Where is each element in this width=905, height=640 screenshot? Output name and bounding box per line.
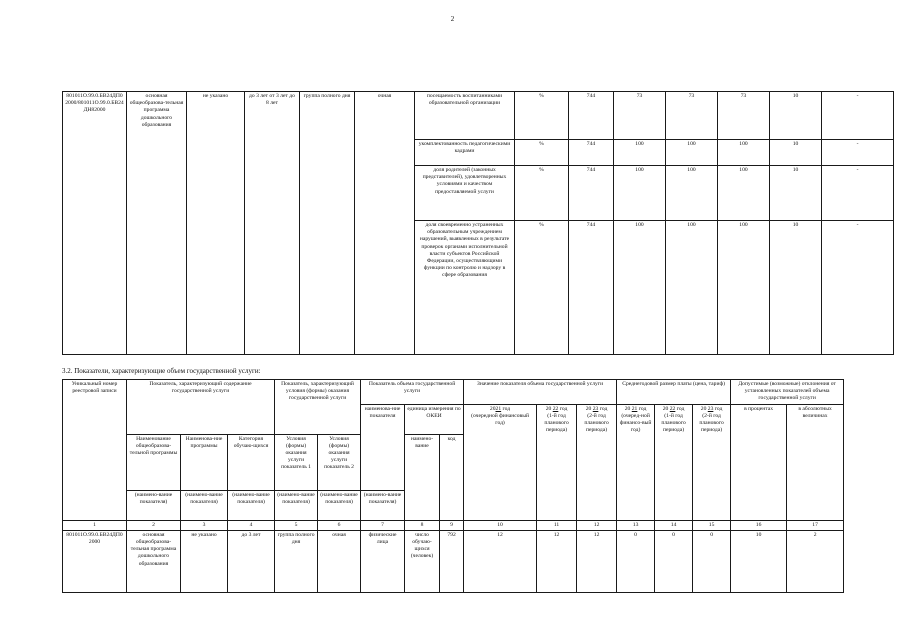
column-number: 8 (405, 520, 440, 530)
quality-indicators-table (62, 91, 894, 355)
unit-name: % (515, 221, 569, 355)
year-2022-header: 20 22 год (1-й год планового периода) (537, 404, 577, 520)
deviation-percent: 10 (770, 92, 822, 140)
subheader-condition-2: Условия (формы) оказания услуги показатель 2 (318, 434, 361, 490)
value-2022: 100 (666, 140, 718, 166)
value-2022: 100 (666, 221, 718, 355)
placeholder-label: (наимено-вание показателя) (275, 490, 318, 520)
deviation-percent: 10 (770, 140, 822, 166)
value-2021: 100 (614, 221, 666, 355)
fee-2023-header: 20 23 год (2-й год планового периода) (693, 404, 731, 520)
deviation-percent: 10 (731, 530, 787, 592)
unit-name: % (515, 92, 569, 140)
column-number: 3 (181, 520, 228, 530)
placeholder-label: (наимено-вание показателя) (127, 490, 181, 520)
quality-indicator-name: посещаемость воспитанниками образовательной организации (415, 92, 515, 140)
registry-header: Уникальный номер реестровой записи (63, 380, 127, 521)
column-number: 9 (440, 520, 464, 530)
program-name: основная общеобразова-тельная программа дошкольного образования (127, 530, 181, 592)
placeholder-label: (наимено-вание показателя) (318, 490, 361, 520)
column-number: 13 (617, 520, 655, 530)
deviation-percent: 10 (770, 221, 822, 355)
fee-2022: 0 (655, 530, 693, 592)
fee-2023: 0 (693, 530, 731, 592)
placeholder-label: (наимено-вание показателя) (228, 490, 275, 520)
column-number: 7 (361, 520, 405, 530)
avg-fee-header: Среднегодовой размер платы (цена, тариф) (617, 380, 731, 405)
subheader-condition-1: Условия (формы) оказания услуги показатель 1 (275, 434, 318, 490)
column-number-row (63, 520, 844, 530)
value-2021: 100 (614, 140, 666, 166)
year-2021-header: 2021 год (очередной финансовый год) (464, 404, 537, 520)
deviation-percent-header: в процентах (731, 404, 787, 520)
quality-indicator-name: доля родителей (законных представителей), удовлетворенных условиями и качеством предоставляемой услуги (415, 166, 515, 221)
okei-code: 744 (569, 140, 614, 166)
unit-code-header: код (440, 434, 464, 520)
indicator-name-header: наименова-ние показателя (361, 404, 405, 490)
deviation-absolute: - (822, 221, 894, 355)
deviation-absolute: - (822, 140, 894, 166)
year-2023-header: 20 23 год (2-й год планового периода) (577, 404, 617, 520)
age-category: до 3 лет (228, 530, 275, 592)
fee-2022-header: 20 22 год (1-й год планового периода) (655, 404, 693, 520)
column-number: 11 (537, 520, 577, 530)
fee-2021: 0 (617, 530, 655, 592)
unit-name: % (515, 166, 569, 221)
okei-code: 744 (569, 221, 614, 355)
conditions-header: Показатель, характеризующий условия (формы) оказания государственной услуги (275, 380, 361, 435)
quality-indicator-name: укомплектованность педагогическими кадрами (415, 140, 515, 166)
unit-name-header: наимено-вание (405, 434, 440, 520)
unit-name: % (515, 140, 569, 166)
fee-2021-header: 20 21 год (очеред-ной финансо-вый год) (617, 404, 655, 520)
value-2022: 73 (666, 92, 718, 140)
registry-code: 801011О.99.0.БВ24ДП02000/801011О.99.0.БВ24ДН82000 (63, 92, 127, 355)
value-2021: 73 (614, 92, 666, 140)
quality-indicator-name: доля своевременно устраненных образовательным учреждением нарушений, выявленных в результате проверок органами исполнительной власти субъектов Российской Федерации, осуществляющими функции по контролю и надзору в сфере образования (415, 221, 515, 355)
column-number: 6 (318, 520, 361, 530)
okei-code: 744 (569, 92, 614, 140)
value-2022: 100 (666, 166, 718, 221)
page-number: 2 (450, 15, 455, 23)
education-form: очная (318, 530, 361, 592)
deviation-percent: 10 (770, 166, 822, 221)
table-header-row (63, 380, 844, 405)
value-2023: 73 (718, 92, 770, 140)
program-type: не указано (181, 530, 228, 592)
placeholder-label: (наимено-вание показателя) (361, 490, 405, 520)
column-number: 12 (577, 520, 617, 530)
placeholder-label: (наимено-вание показателя) (181, 490, 228, 520)
column-number: 4 (228, 520, 275, 530)
column-number: 2 (127, 520, 181, 530)
subheader-category: Категория обучаю-щихся (228, 434, 275, 490)
okei-code: 744 (569, 166, 614, 221)
volume-indicators-table (62, 379, 844, 593)
deviation-header: Допустимые (возможные) отклонения от установленных показателей объема государственной услуги (731, 380, 844, 405)
content-header: Показатель, характеризующий содержание государственной услуги (127, 380, 275, 435)
age-category: до 3 лет от 3 лет до 8 лет (245, 92, 300, 355)
value-2022: 12 (537, 530, 577, 592)
registry-code: 801011О.99.0.БВ24ДП02000 (63, 530, 127, 592)
okei-code: 792 (440, 530, 464, 592)
table-row (63, 530, 844, 592)
value-2023: 100 (718, 140, 770, 166)
education-form: очная (355, 92, 415, 355)
volume-indicator-header: Показатель объема государственной услуги (361, 380, 464, 405)
stay-mode: группа полного дня (300, 92, 355, 355)
column-number: 15 (693, 520, 731, 530)
column-number: 5 (275, 520, 318, 530)
subheader-program-type: Наименова-ние программы (181, 434, 228, 490)
value-2023: 100 (718, 221, 770, 355)
unit-header: единица измерения по ОКЕИ (405, 404, 464, 434)
column-number: 17 (787, 520, 844, 530)
subheader-program: Наименование общеобразова-тельной программы (127, 434, 181, 490)
column-number: 1 (63, 520, 127, 530)
value-2021: 100 (614, 166, 666, 221)
value-2021: 12 (464, 530, 537, 592)
deviation-absolute-header: в абсолютных величинах (787, 404, 844, 520)
deviation-absolute: 2 (787, 530, 844, 592)
volume-indicator-name: физические лица (361, 530, 405, 592)
deviation-absolute: - (822, 166, 894, 221)
table-row (63, 92, 894, 140)
stay-mode: группа полного дня (275, 530, 318, 592)
column-number: 16 (731, 520, 787, 530)
value-2023: 12 (577, 530, 617, 592)
value-2023: 100 (718, 166, 770, 221)
column-number: 14 (655, 520, 693, 530)
section-title: 3.2. Показатели, характеризующие объем государственной услуги: (62, 367, 261, 375)
column-number: 10 (464, 520, 537, 530)
volume-value-header: Значение показателя объема государственной услуги (464, 380, 617, 405)
deviation-absolute: - (822, 92, 894, 140)
program-type: не указано (187, 92, 245, 355)
program-name: основная общеобразова-тельная программа дошкольного образования (127, 92, 187, 355)
unit-name: число обучаю-щихся (человек) (405, 530, 440, 592)
